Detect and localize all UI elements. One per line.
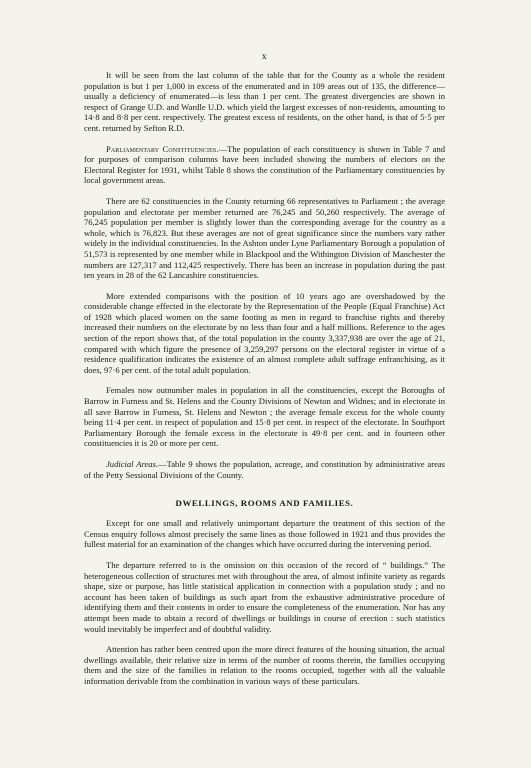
paragraph-female-excess [84,385,445,449]
paragraph-electorate-comparison [84,291,445,376]
section-heading: DWELLINGS, ROOMS AND FAMILIES. [175,498,354,509]
paragraph-text: Attention has rather been centred upon the more direct features of the housing situation, the actual dwellings available, their relative size in terms of the number of rooms therein, the families occupying them and the size of the families in relation to the rooms occupied, together with all the valuable information derivable from the combination in various ways of these particulars. [84,644,445,686]
paragraph-buildings-omission [84,560,445,634]
paragraph-text: —Table 9 shows the population, acreage, and constitution by administrative areas of the Petty Sessional Divisions of the County. [84,459,445,480]
page-number: x [261,52,268,62]
paragraph-housing-situation [84,644,445,686]
paragraph-text: Females now outnumber males in population in all the constituencies, except the Boroughs of Barrow in Furness and St. Helens and the County Divisions of Newton and Widnes; and in electorate in all save Barrow in Furness, St. Helens and Newton ; the average female excess for the whole county being 11·4 per cent. in respect of population and 15·8 per cent. in respect of the electorate. In Southport Parliamentary Borough the female excess in the electorate is 49·8 per cent. and in fourteen other constituencies it is 20 or more per cent. [84,385,445,449]
paragraph-text: The departure referred to is the omission on this occasion of the record of “ buildings.” The heterogeneous collection of structures met with throughout the area, of almost infinite variety as regards shape, size or purpose, has little statistical application in connection with a population study ; and no account has been taken of buildings as such apart from the exhaustive administrative procedure of identifying them and their contents in order to ensure the completeness of the enumeration. Nor has any attempt been made to obtain a record of dwellings or buildings in course of erection : such statistics would inevitably be imperfect and of doubtful validity. [84,559,445,634]
paragraph-text: There are 62 constituencies in the County returning 66 representatives to Parliament ; the average population and electorate per member returned are 76,245 and 50,260 respectively. The average of 76,245 population per member is slightly lower than the corresponding average for the country as a whole, which is 76,823. But these averages are not of great significance since the numbers vary rather widely in the individual constituencies. In the Ashton under Lyne Parliamentary Borough a population of 51,573 is represented by one member while in Blackpool and the Withington Division of Manchester the numbers are 127,317 and 112,425 respectively. There has been an increase in population during the past ten years in 28 of the 62 Lancashire constituencies. [84,195,445,281]
paragraph-text: —The population of each constituency is shown in Table 7 and for purposes of comparison columns have been included showing the numbers of electors on the Electoral Register for 1931, whilst Table 8 shows the constitution of the Parliamentary constituencies by local government areas. [84,143,446,186]
run-in-heading: Judicial Areas. [106,459,159,469]
paragraph-text: Except for one small and relatively unimportant departure the treatment of this section of the Census enquiry follows almost precisely the same lines as those followed in 1921 and thus provides the fullest material for an examination of the changes which have occurred during the intervening period. [84,518,445,550]
paragraph-text: More extended comparisons with the position of 10 years ago are overshadowed by the considerable change effected in the electorate by the Representation of the People (Equal Franchise) Act of 1928 which placed women on the same footing as men in regard to franchise rights and thereby increased their numbers on the electorate by no less than four and a half millions. Reference to the ages section of the report shows that, of the total population in the county 3,337,938 are over the age of 21, compared with which figure the presence of 3,259,297 persons on the electoral register in virtue of a residence qualification indicates the existence of an almost complete adult suffrage enfranchising, as it does, 97·6 per cent. of the total adult population. [84,290,445,375]
paragraph-parliamentary-constituencies [84,144,445,186]
paragraph-resident-population [84,70,445,134]
paragraph-judicial-areas [84,459,445,480]
paragraph-constituency-averages [84,196,445,281]
paragraph-census-treatment [84,518,445,550]
run-in-heading: Parliamentary Constituencies. [106,143,219,154]
paragraph-text: It will be seen from the last column of the table that for the County as a whole the resident population is but 1 per 1,000 in excess of the enumerated and in 109 areas out of 135, the difference—usually a deficiency of enumerated—is less than 1 per cent. The greatest divergencies are shown in respect of Grange U.D. and Wardle U.D. which yield the largest excesses of non-residents, amounting to 14·8 and 8·8 per cent. respectively. The greatest excess of residents, on the other hand, is that of 5·5 per cent. returned by Sefton R.D. [84,70,445,133]
